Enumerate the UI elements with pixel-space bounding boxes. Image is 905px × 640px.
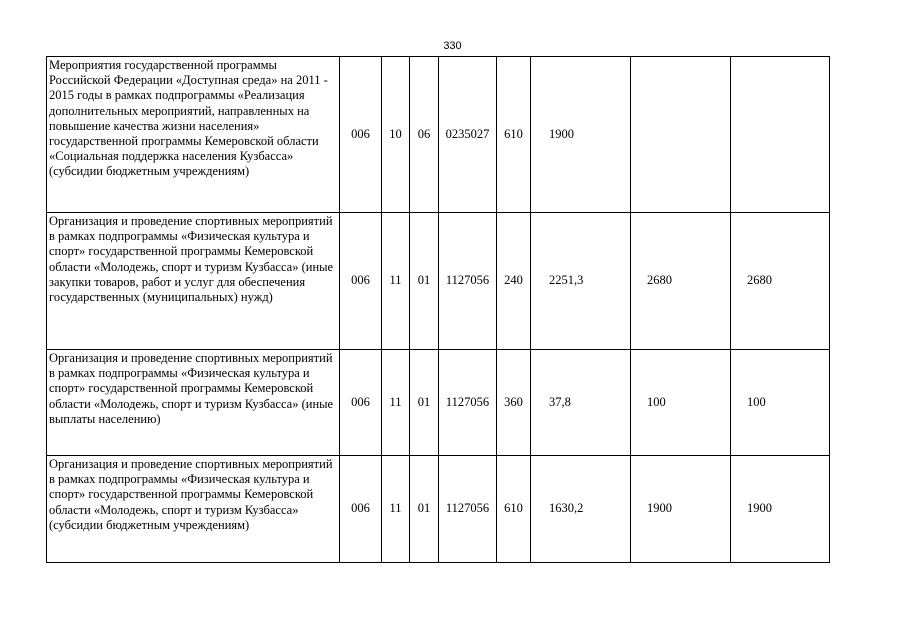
amount-3: 100 — [731, 350, 830, 456]
amount-1: 1630,2 — [531, 456, 631, 563]
budget-table — [46, 56, 830, 563]
expense-type-code: 610 — [497, 57, 531, 213]
expense-type-code: 610 — [497, 456, 531, 563]
amount-2: 2680 — [631, 213, 731, 350]
subsection-code: 01 — [410, 213, 439, 350]
target-article-code: 1127056 — [439, 350, 497, 456]
subsection-code: 06 — [410, 57, 439, 213]
expense-type-code: 360 — [497, 350, 531, 456]
table-row — [47, 213, 830, 350]
section-code: 11 — [382, 456, 410, 563]
amount-2: 1900 — [631, 456, 731, 563]
subsection-code: 01 — [410, 350, 439, 456]
target-article-code: 1127056 — [439, 213, 497, 350]
section-code: 10 — [382, 57, 410, 213]
amount-2 — [631, 57, 731, 213]
ministry-code: 006 — [340, 213, 382, 350]
ministry-code: 006 — [340, 350, 382, 456]
subsection-code: 01 — [410, 456, 439, 563]
section-code: 11 — [382, 213, 410, 350]
row-description: Организация и проведение спортивных мероприятий в рамках подпрограммы «Физическая культура и спорт» государственной программы Кемеровской области «Молодежь, спорт и туризм Кузбасса» (иные закупки товаров, работ и услуг для обеспечения государственных (муниципальных) нужд) — [47, 213, 340, 350]
amount-3 — [731, 57, 830, 213]
amount-3: 1900 — [731, 456, 830, 563]
section-code: 11 — [382, 350, 410, 456]
amount-3: 2680 — [731, 213, 830, 350]
row-description: Организация и проведение спортивных мероприятий в рамках подпрограммы «Физическая культура и спорт» государственной программы Кемеровской области «Молодежь, спорт и туризм Кузбасса» (субсидии бюджетным учреждениям) — [47, 456, 340, 563]
table-row — [47, 57, 830, 213]
table-row — [47, 456, 830, 563]
ministry-code: 006 — [340, 456, 382, 563]
target-article-code: 0235027 — [439, 57, 497, 213]
amount-2: 100 — [631, 350, 731, 456]
ministry-code: 006 — [340, 57, 382, 213]
amount-1: 1900 — [531, 57, 631, 213]
amount-1: 37,8 — [531, 350, 631, 456]
page-number: 330 — [443, 40, 462, 52]
expense-type-code: 240 — [497, 213, 531, 350]
amount-1: 2251,3 — [531, 213, 631, 350]
row-description: Организация и проведение спортивных мероприятий в рамках подпрограммы «Физическая культура и спорт» государственной программы Кемеровской области «Молодежь, спорт и туризм Кузбасса» (иные выплаты населению) — [47, 350, 340, 456]
target-article-code: 1127056 — [439, 456, 497, 563]
row-description: Мероприятия государственной программы Российской Федерации «Доступная среда» на 2011 - 2015 годы в рамках подпрограммы «Реализация дополнительных мероприятий, направленных на повышение качества жизни населения» государственной программы Кемеровской области «Социальная поддержка населения Кузбасса» (субсидии бюджетным учреждениям) — [47, 57, 340, 213]
table-row — [47, 350, 830, 456]
